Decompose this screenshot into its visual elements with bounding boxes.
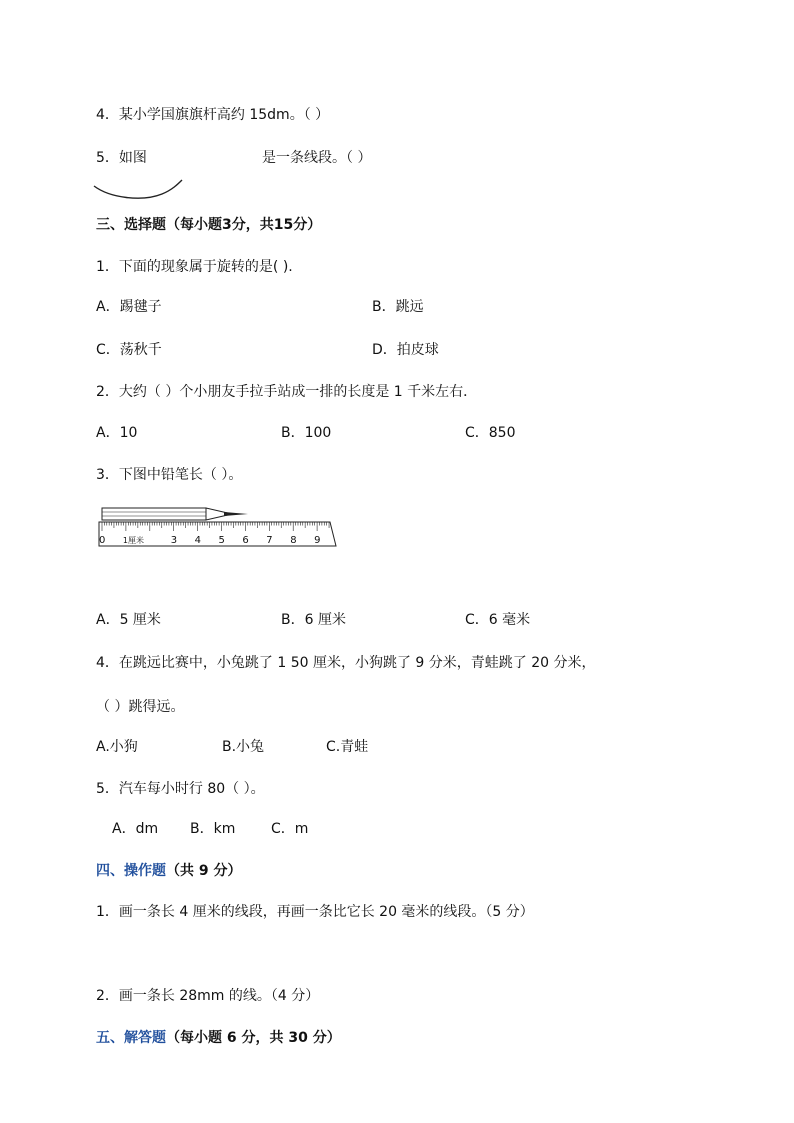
judge-q5-suffix: 是一条线段。（ ） (262, 150, 372, 166)
pencil (102, 508, 248, 520)
ruler-label: 7 (266, 535, 273, 546)
s3-q3-option-b: B．6 厘米 (281, 612, 346, 628)
s3-q4-stem: 4．在跳远比赛中，小兔跳了 1 50 厘米，小狗跳了 9 分米，青蛙跳了 20 分米， (96, 655, 596, 671)
s3-q3-option-c: C．6 毫米 (465, 612, 531, 628)
judge-q5-prefix: 5．如图 (96, 150, 147, 166)
s3-q1-option-d: D．拍皮球 (372, 342, 439, 358)
section4-title-sub: （共 9 分） (166, 863, 242, 879)
section3-title: 三、选择题（每小题3分，共15分） (96, 217, 322, 233)
s3-q4-option-c: C.青蛙 (326, 739, 369, 755)
ruler-label: 4 (194, 535, 201, 546)
ruler (99, 522, 336, 546)
section4-title-main: 四、操作题 (96, 863, 166, 879)
s3-q5-option-c: C．m (271, 821, 309, 837)
ruler-label: 5 (218, 535, 225, 546)
s3-q4-stem2: （ ）跳得远。 (96, 699, 185, 715)
s3-q2-option-c: C．850 (465, 425, 516, 441)
s3-q2-stem: 2．大约（ ）个小朋友手拉手站成一排的长度是 1 千米左右． (96, 384, 478, 400)
ruler-with-pencil (96, 500, 346, 552)
s3-q1-option-c: C．荡秋千 (96, 342, 162, 358)
s3-q1-option-a: A．踢毽子 (96, 299, 162, 315)
ruler-label: 9 (314, 535, 321, 546)
s4-q2: 2．画一条长 28mm 的线。（4 分） (96, 988, 320, 1004)
curve-figure (92, 176, 188, 204)
s3-q4-option-b: B.小兔 (222, 739, 265, 755)
ruler-label: 3 (170, 535, 178, 546)
s3-q1-option-b: B．跳远 (372, 299, 424, 315)
s3-q2-option-b: B．100 (281, 425, 332, 441)
s3-q4-option-a: A.小狗 (96, 739, 138, 755)
section5-title (96, 1029, 341, 1047)
s3-q1-stem: 1．下面的现象属于旋转的是( ). (96, 259, 293, 275)
s3-q3-stem: 3．下图中铅笔长（ ）。 (96, 467, 243, 483)
section4-title (96, 862, 242, 880)
s3-q5-option-a: A．dm (112, 821, 159, 837)
s3-q5-stem: 5．汽车每小时行 80（ ）。 (96, 781, 265, 797)
judge-q4: 4．某小学国旗旗杆高约 15dm。（ ） (96, 107, 330, 123)
ruler-label: 1厘米 (122, 536, 144, 545)
ruler-label: 6 (242, 535, 249, 546)
s4-q1: 1．画一条长 4 厘米的线段，再画一条比它长 20 毫米的线段。（5 分） (96, 904, 534, 920)
section5-title-sub: （每小题 6 分，共 30 分） (166, 1030, 341, 1046)
ruler-label: 8 (290, 535, 297, 546)
s3-q5-option-b: B．km (190, 821, 236, 837)
s3-q3-option-a: A．5 厘米 (96, 612, 161, 628)
section5-title-main: 五、解答题 (96, 1030, 166, 1046)
s3-q2-option-a: A．10 (96, 425, 138, 441)
ruler-label: 0 (99, 535, 106, 546)
